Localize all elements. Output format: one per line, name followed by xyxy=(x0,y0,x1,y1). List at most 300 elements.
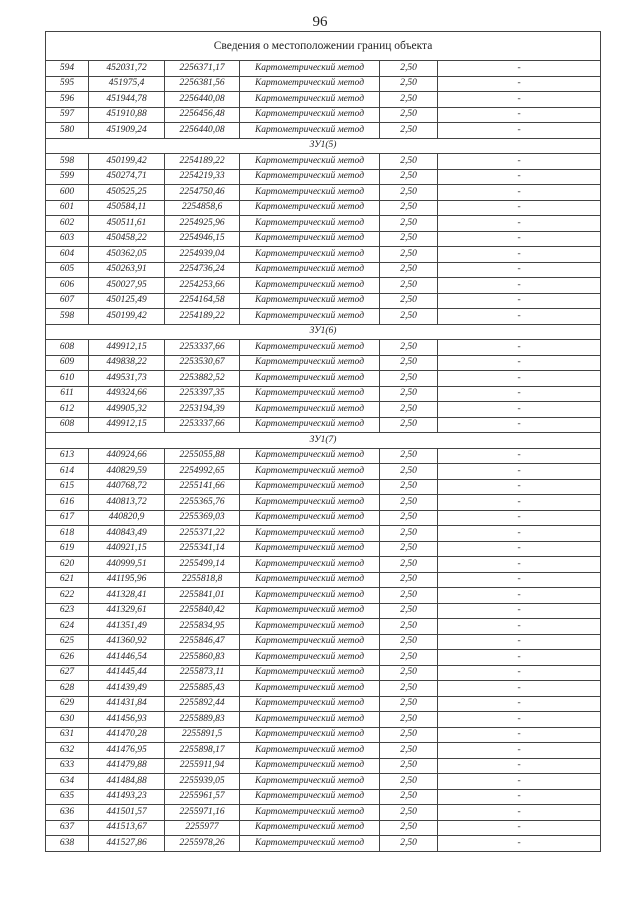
y-coordinate-cell: 2254253,66 xyxy=(165,278,240,294)
y-coordinate-cell: 2254189,22 xyxy=(165,309,240,325)
precision-cell: 2,50 xyxy=(380,309,438,325)
precision-cell: 2,50 xyxy=(380,588,438,604)
section-title: ЗУ1(5) xyxy=(46,138,601,154)
x-coordinate-cell: 450125,49 xyxy=(89,293,165,309)
y-coordinate-cell: 2256440,08 xyxy=(165,123,240,139)
y-coordinate-cell: 2255846,47 xyxy=(165,634,240,650)
table-row xyxy=(46,836,601,852)
x-coordinate-cell: 441501,57 xyxy=(89,805,165,821)
precision-cell: 2,50 xyxy=(380,712,438,728)
x-coordinate-cell: 451975,4 xyxy=(89,76,165,92)
x-coordinate-cell: 450027,95 xyxy=(89,278,165,294)
precision-cell: 2,50 xyxy=(380,696,438,712)
point-number-cell: 638 xyxy=(46,836,89,852)
point-number-cell: 618 xyxy=(46,526,89,542)
description-cell: - xyxy=(438,588,601,604)
method-cell: Картометрический метод xyxy=(240,293,380,309)
section-title: ЗУ1(7) xyxy=(46,433,601,449)
section-title-row xyxy=(46,324,601,340)
point-number-cell: 631 xyxy=(46,727,89,743)
method-cell: Картометрический метод xyxy=(240,278,380,294)
y-coordinate-cell: 2253194,39 xyxy=(165,402,240,418)
method-cell: Картометрический метод xyxy=(240,247,380,263)
precision-cell: 2,50 xyxy=(380,278,438,294)
table-row xyxy=(46,588,601,604)
table-row xyxy=(46,386,601,402)
table-row xyxy=(46,805,601,821)
y-coordinate-cell: 2255860,83 xyxy=(165,650,240,666)
x-coordinate-cell: 441456,93 xyxy=(89,712,165,728)
point-number-cell: 626 xyxy=(46,650,89,666)
description-cell: - xyxy=(438,278,601,294)
method-cell: Картометрический метод xyxy=(240,154,380,170)
precision-cell: 2,50 xyxy=(380,774,438,790)
description-cell: - xyxy=(438,231,601,247)
point-number-cell: 617 xyxy=(46,510,89,526)
y-coordinate-cell: 2255371,22 xyxy=(165,526,240,542)
x-coordinate-cell: 440924,66 xyxy=(89,448,165,464)
method-cell: Картометрический метод xyxy=(240,743,380,759)
method-cell: Картометрический метод xyxy=(240,200,380,216)
point-number-cell: 632 xyxy=(46,743,89,759)
description-cell: - xyxy=(438,169,601,185)
method-cell: Картометрический метод xyxy=(240,510,380,526)
point-number-cell: 630 xyxy=(46,712,89,728)
precision-cell: 2,50 xyxy=(380,464,438,480)
description-cell: - xyxy=(438,371,601,387)
description-cell: - xyxy=(438,774,601,790)
table-row xyxy=(46,402,601,418)
description-cell: - xyxy=(438,712,601,728)
point-number-cell: 629 xyxy=(46,696,89,712)
description-cell: - xyxy=(438,789,601,805)
description-cell: - xyxy=(438,510,601,526)
x-coordinate-cell: 441446,54 xyxy=(89,650,165,666)
precision-cell: 2,50 xyxy=(380,619,438,635)
point-number-cell: 599 xyxy=(46,169,89,185)
method-cell: Картометрический метод xyxy=(240,386,380,402)
x-coordinate-cell: 441513,67 xyxy=(89,820,165,836)
x-coordinate-cell: 440820,9 xyxy=(89,510,165,526)
point-number-cell: 627 xyxy=(46,665,89,681)
point-number-cell: 604 xyxy=(46,247,89,263)
method-cell: Картометрический метод xyxy=(240,572,380,588)
table-body xyxy=(46,32,601,852)
table-row xyxy=(46,758,601,774)
point-number-cell: 635 xyxy=(46,789,89,805)
table-row xyxy=(46,479,601,495)
y-coordinate-cell: 2255873,11 xyxy=(165,665,240,681)
x-coordinate-cell: 451944,78 xyxy=(89,92,165,108)
y-coordinate-cell: 2254939,04 xyxy=(165,247,240,263)
method-cell: Картометрический метод xyxy=(240,696,380,712)
description-cell: - xyxy=(438,185,601,201)
description-cell: - xyxy=(438,836,601,852)
precision-cell: 2,50 xyxy=(380,603,438,619)
method-cell: Картометрический метод xyxy=(240,123,380,139)
description-cell: - xyxy=(438,200,601,216)
precision-cell: 2,50 xyxy=(380,448,438,464)
table-row xyxy=(46,681,601,697)
description-cell: - xyxy=(438,417,601,433)
method-cell: Картометрический метод xyxy=(240,603,380,619)
point-number-cell: 595 xyxy=(46,76,89,92)
table-row xyxy=(46,107,601,123)
point-number-cell: 600 xyxy=(46,185,89,201)
page-number: 96 xyxy=(312,14,328,30)
precision-cell: 2,50 xyxy=(380,231,438,247)
precision-cell: 2,50 xyxy=(380,789,438,805)
description-cell: - xyxy=(438,727,601,743)
table-row xyxy=(46,727,601,743)
description-cell: - xyxy=(438,820,601,836)
table-row xyxy=(46,495,601,511)
y-coordinate-cell: 2255971,16 xyxy=(165,805,240,821)
precision-cell: 2,50 xyxy=(380,665,438,681)
description-cell: - xyxy=(438,696,601,712)
y-coordinate-cell: 2254946,15 xyxy=(165,231,240,247)
x-coordinate-cell: 450362,05 xyxy=(89,247,165,263)
table-row xyxy=(46,92,601,108)
description-cell: - xyxy=(438,619,601,635)
y-coordinate-cell: 2255341,14 xyxy=(165,541,240,557)
point-number-cell: 616 xyxy=(46,495,89,511)
x-coordinate-cell: 441360,92 xyxy=(89,634,165,650)
table-row xyxy=(46,200,601,216)
section-title: ЗУ1(6) xyxy=(46,324,601,340)
point-number-cell: 628 xyxy=(46,681,89,697)
point-number-cell: 610 xyxy=(46,371,89,387)
table-row xyxy=(46,293,601,309)
y-coordinate-cell: 2255499,14 xyxy=(165,557,240,573)
y-coordinate-cell: 2255978,26 xyxy=(165,836,240,852)
precision-cell: 2,50 xyxy=(380,371,438,387)
x-coordinate-cell: 449324,66 xyxy=(89,386,165,402)
y-coordinate-cell: 2253337,66 xyxy=(165,417,240,433)
description-cell: - xyxy=(438,743,601,759)
x-coordinate-cell: 441431,84 xyxy=(89,696,165,712)
precision-cell: 2,50 xyxy=(380,61,438,77)
precision-cell: 2,50 xyxy=(380,76,438,92)
y-coordinate-cell: 2254750,46 xyxy=(165,185,240,201)
description-cell: - xyxy=(438,355,601,371)
method-cell: Картометрический метод xyxy=(240,309,380,325)
method-cell: Картометрический метод xyxy=(240,541,380,557)
table-row xyxy=(46,665,601,681)
point-number-cell: 614 xyxy=(46,464,89,480)
y-coordinate-cell: 2255834,95 xyxy=(165,619,240,635)
y-coordinate-cell: 2253397,35 xyxy=(165,386,240,402)
boundary-sheet xyxy=(45,31,600,852)
table-row xyxy=(46,76,601,92)
boundary-coordinates-table xyxy=(45,31,601,852)
x-coordinate-cell: 449912,15 xyxy=(89,417,165,433)
method-cell: Картометрический метод xyxy=(240,262,380,278)
precision-cell: 2,50 xyxy=(380,681,438,697)
precision-cell: 2,50 xyxy=(380,169,438,185)
x-coordinate-cell: 441470,28 xyxy=(89,727,165,743)
x-coordinate-cell: 441351,49 xyxy=(89,619,165,635)
precision-cell: 2,50 xyxy=(380,123,438,139)
table-header-row xyxy=(46,32,601,61)
precision-cell: 2,50 xyxy=(380,107,438,123)
point-number-cell: 636 xyxy=(46,805,89,821)
y-coordinate-cell: 2255841,01 xyxy=(165,588,240,604)
x-coordinate-cell: 441493,23 xyxy=(89,789,165,805)
precision-cell: 2,50 xyxy=(380,572,438,588)
description-cell: - xyxy=(438,402,601,418)
point-number-cell: 623 xyxy=(46,603,89,619)
table-row xyxy=(46,634,601,650)
x-coordinate-cell: 440843,49 xyxy=(89,526,165,542)
table-row xyxy=(46,789,601,805)
x-coordinate-cell: 440768,72 xyxy=(89,479,165,495)
table-row xyxy=(46,371,601,387)
y-coordinate-cell: 2255898,17 xyxy=(165,743,240,759)
y-coordinate-cell: 2255055,88 xyxy=(165,448,240,464)
precision-cell: 2,50 xyxy=(380,836,438,852)
method-cell: Картометрический метод xyxy=(240,92,380,108)
y-coordinate-cell: 2255885,43 xyxy=(165,681,240,697)
y-coordinate-cell: 2255892,44 xyxy=(165,696,240,712)
method-cell: Картометрический метод xyxy=(240,619,380,635)
y-coordinate-cell: 2255961,57 xyxy=(165,789,240,805)
description-cell: - xyxy=(438,464,601,480)
y-coordinate-cell: 2256440,08 xyxy=(165,92,240,108)
method-cell: Картометрический метод xyxy=(240,340,380,356)
table-row xyxy=(46,572,601,588)
point-number-cell: 603 xyxy=(46,231,89,247)
y-coordinate-cell: 2254164,58 xyxy=(165,293,240,309)
y-coordinate-cell: 2256456,48 xyxy=(165,107,240,123)
y-coordinate-cell: 2255369,03 xyxy=(165,510,240,526)
method-cell: Картометрический метод xyxy=(240,681,380,697)
point-number-cell: 621 xyxy=(46,572,89,588)
table-row xyxy=(46,262,601,278)
y-coordinate-cell: 2254992,65 xyxy=(165,464,240,480)
y-coordinate-cell: 2255141,66 xyxy=(165,479,240,495)
precision-cell: 2,50 xyxy=(380,200,438,216)
x-coordinate-cell: 440999,51 xyxy=(89,557,165,573)
precision-cell: 2,50 xyxy=(380,650,438,666)
point-number-cell: 608 xyxy=(46,340,89,356)
table-row xyxy=(46,185,601,201)
method-cell: Картометрический метод xyxy=(240,712,380,728)
point-number-cell: 598 xyxy=(46,309,89,325)
table-row xyxy=(46,464,601,480)
point-number-cell: 598 xyxy=(46,154,89,170)
method-cell: Картометрический метод xyxy=(240,402,380,418)
point-number-cell: 625 xyxy=(46,634,89,650)
point-number-cell: 613 xyxy=(46,448,89,464)
x-coordinate-cell: 441445,44 xyxy=(89,665,165,681)
y-coordinate-cell: 2255939,05 xyxy=(165,774,240,790)
x-coordinate-cell: 450511,61 xyxy=(89,216,165,232)
table-row xyxy=(46,340,601,356)
table-row xyxy=(46,820,601,836)
x-coordinate-cell: 441479,88 xyxy=(89,758,165,774)
precision-cell: 2,50 xyxy=(380,340,438,356)
precision-cell: 2,50 xyxy=(380,510,438,526)
table-row xyxy=(46,510,601,526)
x-coordinate-cell: 441439,49 xyxy=(89,681,165,697)
x-coordinate-cell: 441328,41 xyxy=(89,588,165,604)
method-cell: Картометрический метод xyxy=(240,789,380,805)
method-cell: Картометрический метод xyxy=(240,805,380,821)
y-coordinate-cell: 2253337,66 xyxy=(165,340,240,356)
description-cell: - xyxy=(438,61,601,77)
method-cell: Картометрический метод xyxy=(240,526,380,542)
precision-cell: 2,50 xyxy=(380,92,438,108)
precision-cell: 2,50 xyxy=(380,479,438,495)
description-cell: - xyxy=(438,340,601,356)
description-cell: - xyxy=(438,650,601,666)
x-coordinate-cell: 449912,15 xyxy=(89,340,165,356)
method-cell: Картометрический метод xyxy=(240,76,380,92)
description-cell: - xyxy=(438,557,601,573)
precision-cell: 2,50 xyxy=(380,216,438,232)
method-cell: Картометрический метод xyxy=(240,371,380,387)
x-coordinate-cell: 440813,72 xyxy=(89,495,165,511)
table-row xyxy=(46,712,601,728)
precision-cell: 2,50 xyxy=(380,417,438,433)
point-number-cell: 597 xyxy=(46,107,89,123)
description-cell: - xyxy=(438,541,601,557)
table-row xyxy=(46,231,601,247)
table-row xyxy=(46,743,601,759)
method-cell: Картометрический метод xyxy=(240,355,380,371)
precision-cell: 2,50 xyxy=(380,262,438,278)
table-row xyxy=(46,603,601,619)
precision-cell: 2,50 xyxy=(380,820,438,836)
method-cell: Картометрический метод xyxy=(240,665,380,681)
x-coordinate-cell: 452031,72 xyxy=(89,61,165,77)
x-coordinate-cell: 450274,71 xyxy=(89,169,165,185)
x-coordinate-cell: 441329,61 xyxy=(89,603,165,619)
x-coordinate-cell: 449838,22 xyxy=(89,355,165,371)
method-cell: Картометрический метод xyxy=(240,169,380,185)
x-coordinate-cell: 450263,91 xyxy=(89,262,165,278)
point-number-cell: 608 xyxy=(46,417,89,433)
precision-cell: 2,50 xyxy=(380,402,438,418)
description-cell: - xyxy=(438,76,601,92)
y-coordinate-cell: 2254736,24 xyxy=(165,262,240,278)
precision-cell: 2,50 xyxy=(380,526,438,542)
table-row xyxy=(46,696,601,712)
table-row xyxy=(46,355,601,371)
table-row xyxy=(46,278,601,294)
method-cell: Картометрический метод xyxy=(240,758,380,774)
section-title-row xyxy=(46,138,601,154)
precision-cell: 2,50 xyxy=(380,247,438,263)
method-cell: Картометрический метод xyxy=(240,836,380,852)
method-cell: Картометрический метод xyxy=(240,417,380,433)
description-cell: - xyxy=(438,526,601,542)
y-coordinate-cell: 2256381,56 xyxy=(165,76,240,92)
precision-cell: 2,50 xyxy=(380,758,438,774)
precision-cell: 2,50 xyxy=(380,541,438,557)
method-cell: Картометрический метод xyxy=(240,479,380,495)
description-cell: - xyxy=(438,681,601,697)
y-coordinate-cell: 2255911,94 xyxy=(165,758,240,774)
method-cell: Картометрический метод xyxy=(240,727,380,743)
table-row xyxy=(46,774,601,790)
table-row xyxy=(46,526,601,542)
precision-cell: 2,50 xyxy=(380,805,438,821)
description-cell: - xyxy=(438,448,601,464)
table-row xyxy=(46,557,601,573)
precision-cell: 2,50 xyxy=(380,386,438,402)
point-number-cell: 633 xyxy=(46,758,89,774)
y-coordinate-cell: 2254858,6 xyxy=(165,200,240,216)
x-coordinate-cell: 450458,22 xyxy=(89,231,165,247)
point-number-cell: 620 xyxy=(46,557,89,573)
point-number-cell: 605 xyxy=(46,262,89,278)
x-coordinate-cell: 450199,42 xyxy=(89,154,165,170)
point-number-cell: 609 xyxy=(46,355,89,371)
table-row xyxy=(46,247,601,263)
precision-cell: 2,50 xyxy=(380,154,438,170)
x-coordinate-cell: 441527,86 xyxy=(89,836,165,852)
description-cell: - xyxy=(438,479,601,495)
description-cell: - xyxy=(438,603,601,619)
y-coordinate-cell: 2255977 xyxy=(165,820,240,836)
description-cell: - xyxy=(438,386,601,402)
description-cell: - xyxy=(438,107,601,123)
method-cell: Картометрический метод xyxy=(240,774,380,790)
point-number-cell: 622 xyxy=(46,588,89,604)
y-coordinate-cell: 2255889,83 xyxy=(165,712,240,728)
table-row xyxy=(46,216,601,232)
method-cell: Картометрический метод xyxy=(240,820,380,836)
table-row xyxy=(46,417,601,433)
x-coordinate-cell: 451910,88 xyxy=(89,107,165,123)
point-number-cell: 602 xyxy=(46,216,89,232)
point-number-cell: 596 xyxy=(46,92,89,108)
description-cell: - xyxy=(438,216,601,232)
precision-cell: 2,50 xyxy=(380,355,438,371)
y-coordinate-cell: 2253530,67 xyxy=(165,355,240,371)
point-number-cell: 606 xyxy=(46,278,89,294)
table-header: Сведения о местоположении границ объекта xyxy=(46,32,601,61)
method-cell: Картометрический метод xyxy=(240,464,380,480)
description-cell: - xyxy=(438,247,601,263)
description-cell: - xyxy=(438,634,601,650)
x-coordinate-cell: 450199,42 xyxy=(89,309,165,325)
method-cell: Картометрический метод xyxy=(240,495,380,511)
x-coordinate-cell: 441195,96 xyxy=(89,572,165,588)
point-number-cell: 634 xyxy=(46,774,89,790)
table-row xyxy=(46,448,601,464)
y-coordinate-cell: 2255840,42 xyxy=(165,603,240,619)
x-coordinate-cell: 440921,15 xyxy=(89,541,165,557)
point-number-cell: 619 xyxy=(46,541,89,557)
table-row xyxy=(46,619,601,635)
description-cell: - xyxy=(438,805,601,821)
description-cell: - xyxy=(438,123,601,139)
table-row xyxy=(46,169,601,185)
method-cell: Картометрический метод xyxy=(240,448,380,464)
precision-cell: 2,50 xyxy=(380,743,438,759)
x-coordinate-cell: 450584,11 xyxy=(89,200,165,216)
section-title-row xyxy=(46,433,601,449)
point-number-cell: 615 xyxy=(46,479,89,495)
y-coordinate-cell: 2253882,52 xyxy=(165,371,240,387)
y-coordinate-cell: 2255365,76 xyxy=(165,495,240,511)
method-cell: Картометрический метод xyxy=(240,107,380,123)
description-cell: - xyxy=(438,154,601,170)
method-cell: Картометрический метод xyxy=(240,185,380,201)
